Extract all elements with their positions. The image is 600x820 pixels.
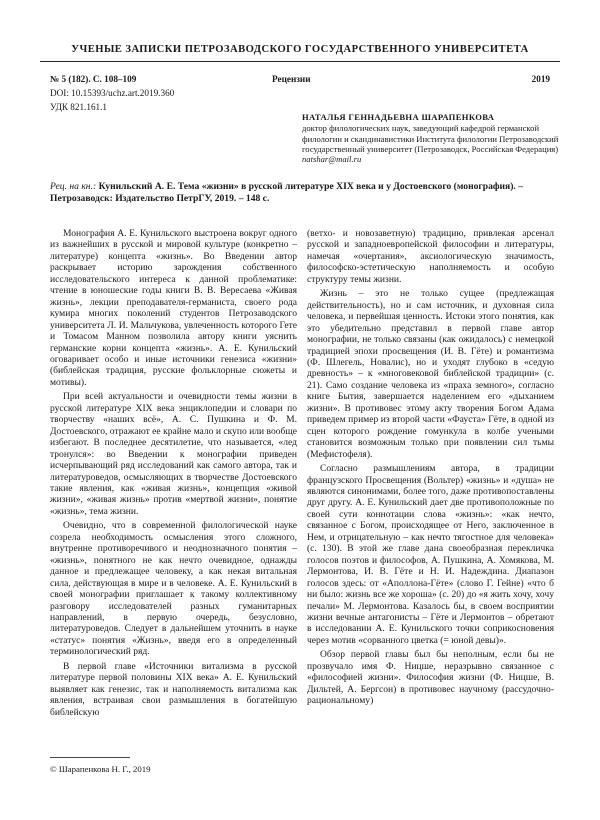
author-affiliation: доктор филологических наук, заведующий кафедрой германской филологии и скандинавистики Института филологии Петрозаводский государственный университет (Петрозаводск, Российская Федерация) [302, 123, 559, 154]
udk: УДК 821.161.1 [50, 102, 108, 112]
paragraph: Монография А. Е. Кунильского выстроена вокруг одного из важнейших в русской и мировой культуре (конкретно – литературе) концепта «жизнь». Во Введении автор раскрывает историю зарождения собственного исследовательского интереса к данной проблематике: чтение в юношеские годы книги В. В. Вересаева «Живая жизнь», лекции преподавателя-германиста, своего рода кумира многих поколений студентов Петрозаводского университета Л. И. Мальчукова, увлеченность которого Гете и Томасом Манном позволила автору книги уяснить германские корни концепта «жизнь». А. Е. Кунильский оговаривает особо и иные источники генезиса «жизни» (библейская традиция, русские фольклорные сюжеты и мотивы). [50, 228, 297, 388]
paragraph: (ветхо- и новозаветную) традицию, привлекая арсенал русской и западноевропейской философии и литературы, намечая «очертания», аксиологическую значимость, философско-эстетическую наполняемость и особую структуру темы жизни. [307, 228, 554, 285]
journal-header: УЧЕНЫЕ ЗАПИСКИ ПЕТРОЗАВОДСКОГО ГОСУДАРСТВЕННОГО УНИВЕРСИТЕТА [71, 44, 529, 55]
paragraph: Жизнь – это не только сущее (предлежащая действительность), но и сам источник, и духовная сила человека, и первейшая ценность. Истоки этого понятия, как это убедительно представил в первой главе автор монографии, не только связаны (как ожидалось) с немецкой традицией эпохи просвещения (И. В. Гёте) и романтизма (Ф. Шлегель, Новалис), но и уходят глубоко в «седую древность» – к «многовековой библейской традиции» (с. 21). Само создание человека из «праха земного», согласно книге Бытия, завершается наделением его «дыханием жизни». В противовес этому акту творения Богом Адама приведем пример из второй части «Фауста» Гёте, в одной из сцен которого рождение гомункула в колбе учеными становится возможным только при появлении сил тьмы (Мефистофеля). [307, 288, 554, 460]
section-label: Рецензии [272, 74, 311, 84]
header-rule [40, 61, 560, 62]
issue-info: № 5 (182). С. 108–109 [50, 74, 137, 84]
author-block [302, 112, 562, 164]
author-email[interactable]: natshar@mail.ru [302, 154, 362, 165]
citation-text: Кунильский А. Е. Тема «жизни» в русской литературе XIX века и у Достоевского (монография). – Петрозаводск: Издательство ПетрГУ, 2019. – 148 с. [50, 181, 524, 205]
citation-prefix: Рец. на кн.: [50, 181, 97, 192]
paragraph: Обзор первой главы был бы неполным, если бы не прозвучало имя Ф. Ницше, неразрывно связанное с «философией жизни». Философия жизни (Ф. Ницше, В. Дильтей, А. Бергсон) в противовес научному (рассудочно-рациональному) [307, 649, 554, 707]
copyright-footer: © Шарапенкова Н. Г., 2019 [50, 764, 151, 774]
paragraph: В первой главе «Источники витализма в русской литературе первой половины XIX века» А. Е. Кунильский выявляет как генезис, так и наполняемость витализма как явления, встраивая свои размышления в богатейшую библейскую [50, 660, 297, 718]
year-label: 2019 [531, 74, 550, 84]
author-name: НАТАЛЬЯ ГЕННАДЬЕВНА ШАРАПЕНКОВА [302, 112, 495, 122]
review-citation [50, 181, 555, 206]
paragraph: Очевидно, что в современной филологической науке созрела необходимость осмысления этого сложного, внутренне противоречивого и неоднозначного понятия – «жизнь», понятного не как нечто очевидное, однажды данное и предлежащее человеку, а как некая витальная сила, действующая в мире и в человеке. А. Е. Кунильский в своей монографии приглашает к такому коллективному разговору исследователей разных гуманитарных направлений, в первую очередь, безусловно, литературоведов. Следует в дальнейшем уточнить в науке «статус» понятия «Жизнь», введя его в определенный терминологический ряд. [50, 520, 297, 658]
right-column [307, 228, 554, 710]
footer-rule [50, 757, 130, 758]
paragraph: При всей актуальности и очевидности темы жизни в русской литературе XIX века энциклопедии и словари по творчеству «наших всё», А. С. Пушкина и Ф. М. Достоевского, отражают ее крайне мало и скупо или вообще избегают. В последнее десятилетие, что называется, «лед тронулся»: во Введении к монографии приведен исчерпывающий ряд исследований как самого автора, так и литературоведов, осмысляющих в творчестве Достоевского такие явления, как «живая жизнь», концепция «живой жизни», «живая жизнь» против «мертвой жизни», понятие «жизнь», тема жизни. [50, 391, 297, 517]
paragraph: Согласно размышлениям автора, в традиции французского Просвещения (Вольтер) «жизнь» и «душа» не являются синонимами, более того, даже противопоставлены друг другу. А. Е. Кунильский дает две противоположные по своей сути коннотации слова «жизнь»: «как нечто, связанное с Богом, происходящее от Него, заключенное в Нем, и отрицательную – как нечто тягостное для человека» (с. 130). В этой же главе дана своеобразная перекличка голосов поэтов и философов, А. Пушкина, А. Хомякова, М. Лермонтова, И. В. Гёте и Н. И. Надеждина. Диапазон голосов здесь: от «Аполлона-Гёте» (слово Г. Гейне) «что б ни было: жизнь все же хороша» (с. 20) до «я жить хочу, хочу печали» М. Лермонтова. Казалось бы, в своем восприятии жизни вечные антагонисты – Гёте и Лермонтов – обретают в исследовании А. Е. Кунильского точки соприкосновения через мотив «сорванного цветка (= юной девы)». [307, 463, 554, 646]
doi: DOI: 10.15393/uchz.art.2019.360 [50, 88, 175, 98]
left-column [50, 228, 297, 721]
